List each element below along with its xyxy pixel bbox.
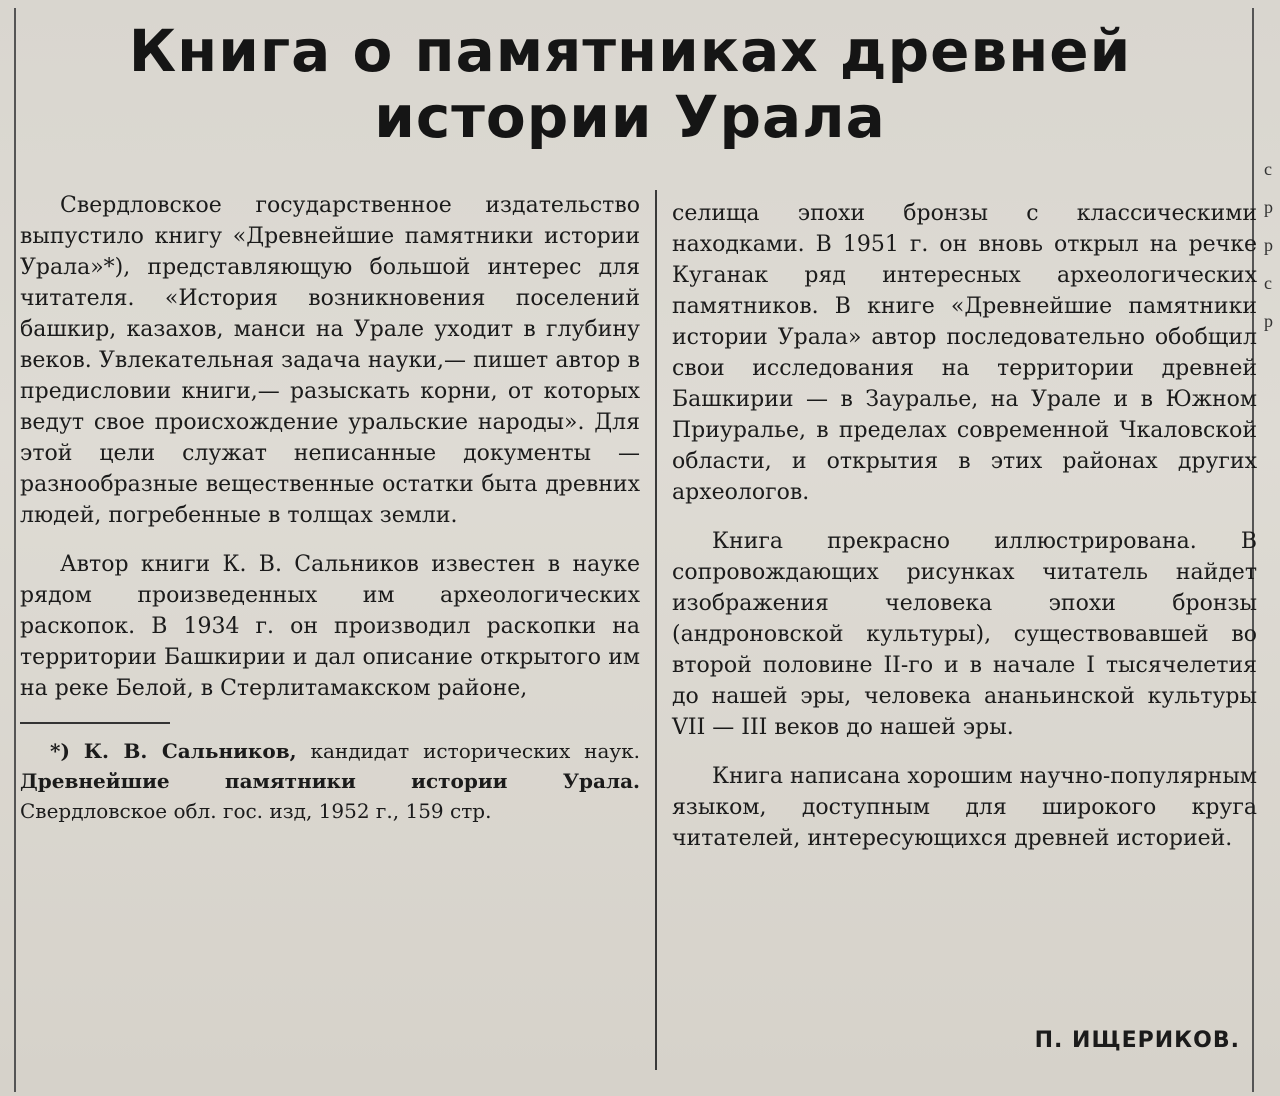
edge-glyph: с [1264, 273, 1272, 293]
right-column [672, 198, 1257, 872]
paragraph: Свердловское государственное издательство выпустило книгу «Древнейшие памятники истории Урала»*), представляющую большой интерес для читателя. «История возникновения поселений башкир, казахов, манси на Урале уходит в глубину веков. Увлекательная задача науки,— пишет автор в предисловии книги,— разыскать корни, от которых ведут свое происхождение уральские народы». Для этой цели служат неписанные документы — разнообразные вещественные остатки быта древних людей, погребенные в толщах земли. [20, 193, 640, 528]
footnote [20, 736, 640, 826]
column-divider [655, 190, 657, 1070]
author-signature: П. ИЩЕРИКОВ. [1034, 1028, 1240, 1053]
edge-glyph: р [1264, 311, 1273, 331]
footnote-marker: *) [50, 739, 70, 763]
footnote-author: К. В. Сальников, [83, 739, 297, 763]
footnote-book: Древнейшие памятники истории Урала. [20, 769, 640, 793]
cut-off-neighbor-column [1264, 150, 1278, 340]
footnote-divider [20, 722, 170, 724]
edge-glyph: с [1264, 159, 1272, 179]
footnote-desc: кандидат исторических наук. [310, 739, 641, 763]
paragraph: селища эпохи бронзы с классическими находками. В 1951 г. он вновь открыл на речке Куганак ряд интересных археологических памятников. В книге «Древнейшие памятники истории Урала» автор последовательно обобщил свои исследования на территории древней Башкирии — в Зауралье, на Урале и в Южном Приуралье, в пределах современной Чкаловской области, и открытия в этих районах других археологов. [672, 201, 1257, 505]
footnote-publisher: Свердловское обл. гос. изд, 1952 г., 159 стр. [20, 799, 492, 823]
edge-glyph: р [1264, 197, 1273, 217]
paragraph: Книга прекрасно иллюстрирована. В сопровождающих рисунках читатель найдет изображения человека эпохи бронзы (андроновской культуры), существовавшей во второй половине II-го и в начале I тысячелетия до нашей эры, человека ананьинской культуры VII — III веков до нашей эры. [672, 529, 1257, 740]
left-column [20, 190, 640, 826]
article-title: Книга о памятниках древней истории Урала [128, 17, 1132, 151]
paragraph: Книга написана хорошим научно-популярным языком, доступным для широкого круга читателей, интересующихся древней историей. [672, 764, 1257, 851]
paragraph: Автор книги К. В. Сальников известен в науке рядом произведенных им археологических раскопок. В 1934 г. он производил раскопки на территории Башкирии и дал описание открытого им на реке Белой, в Стерлитамакском районе, [20, 552, 640, 701]
edge-glyph: р [1264, 235, 1273, 255]
